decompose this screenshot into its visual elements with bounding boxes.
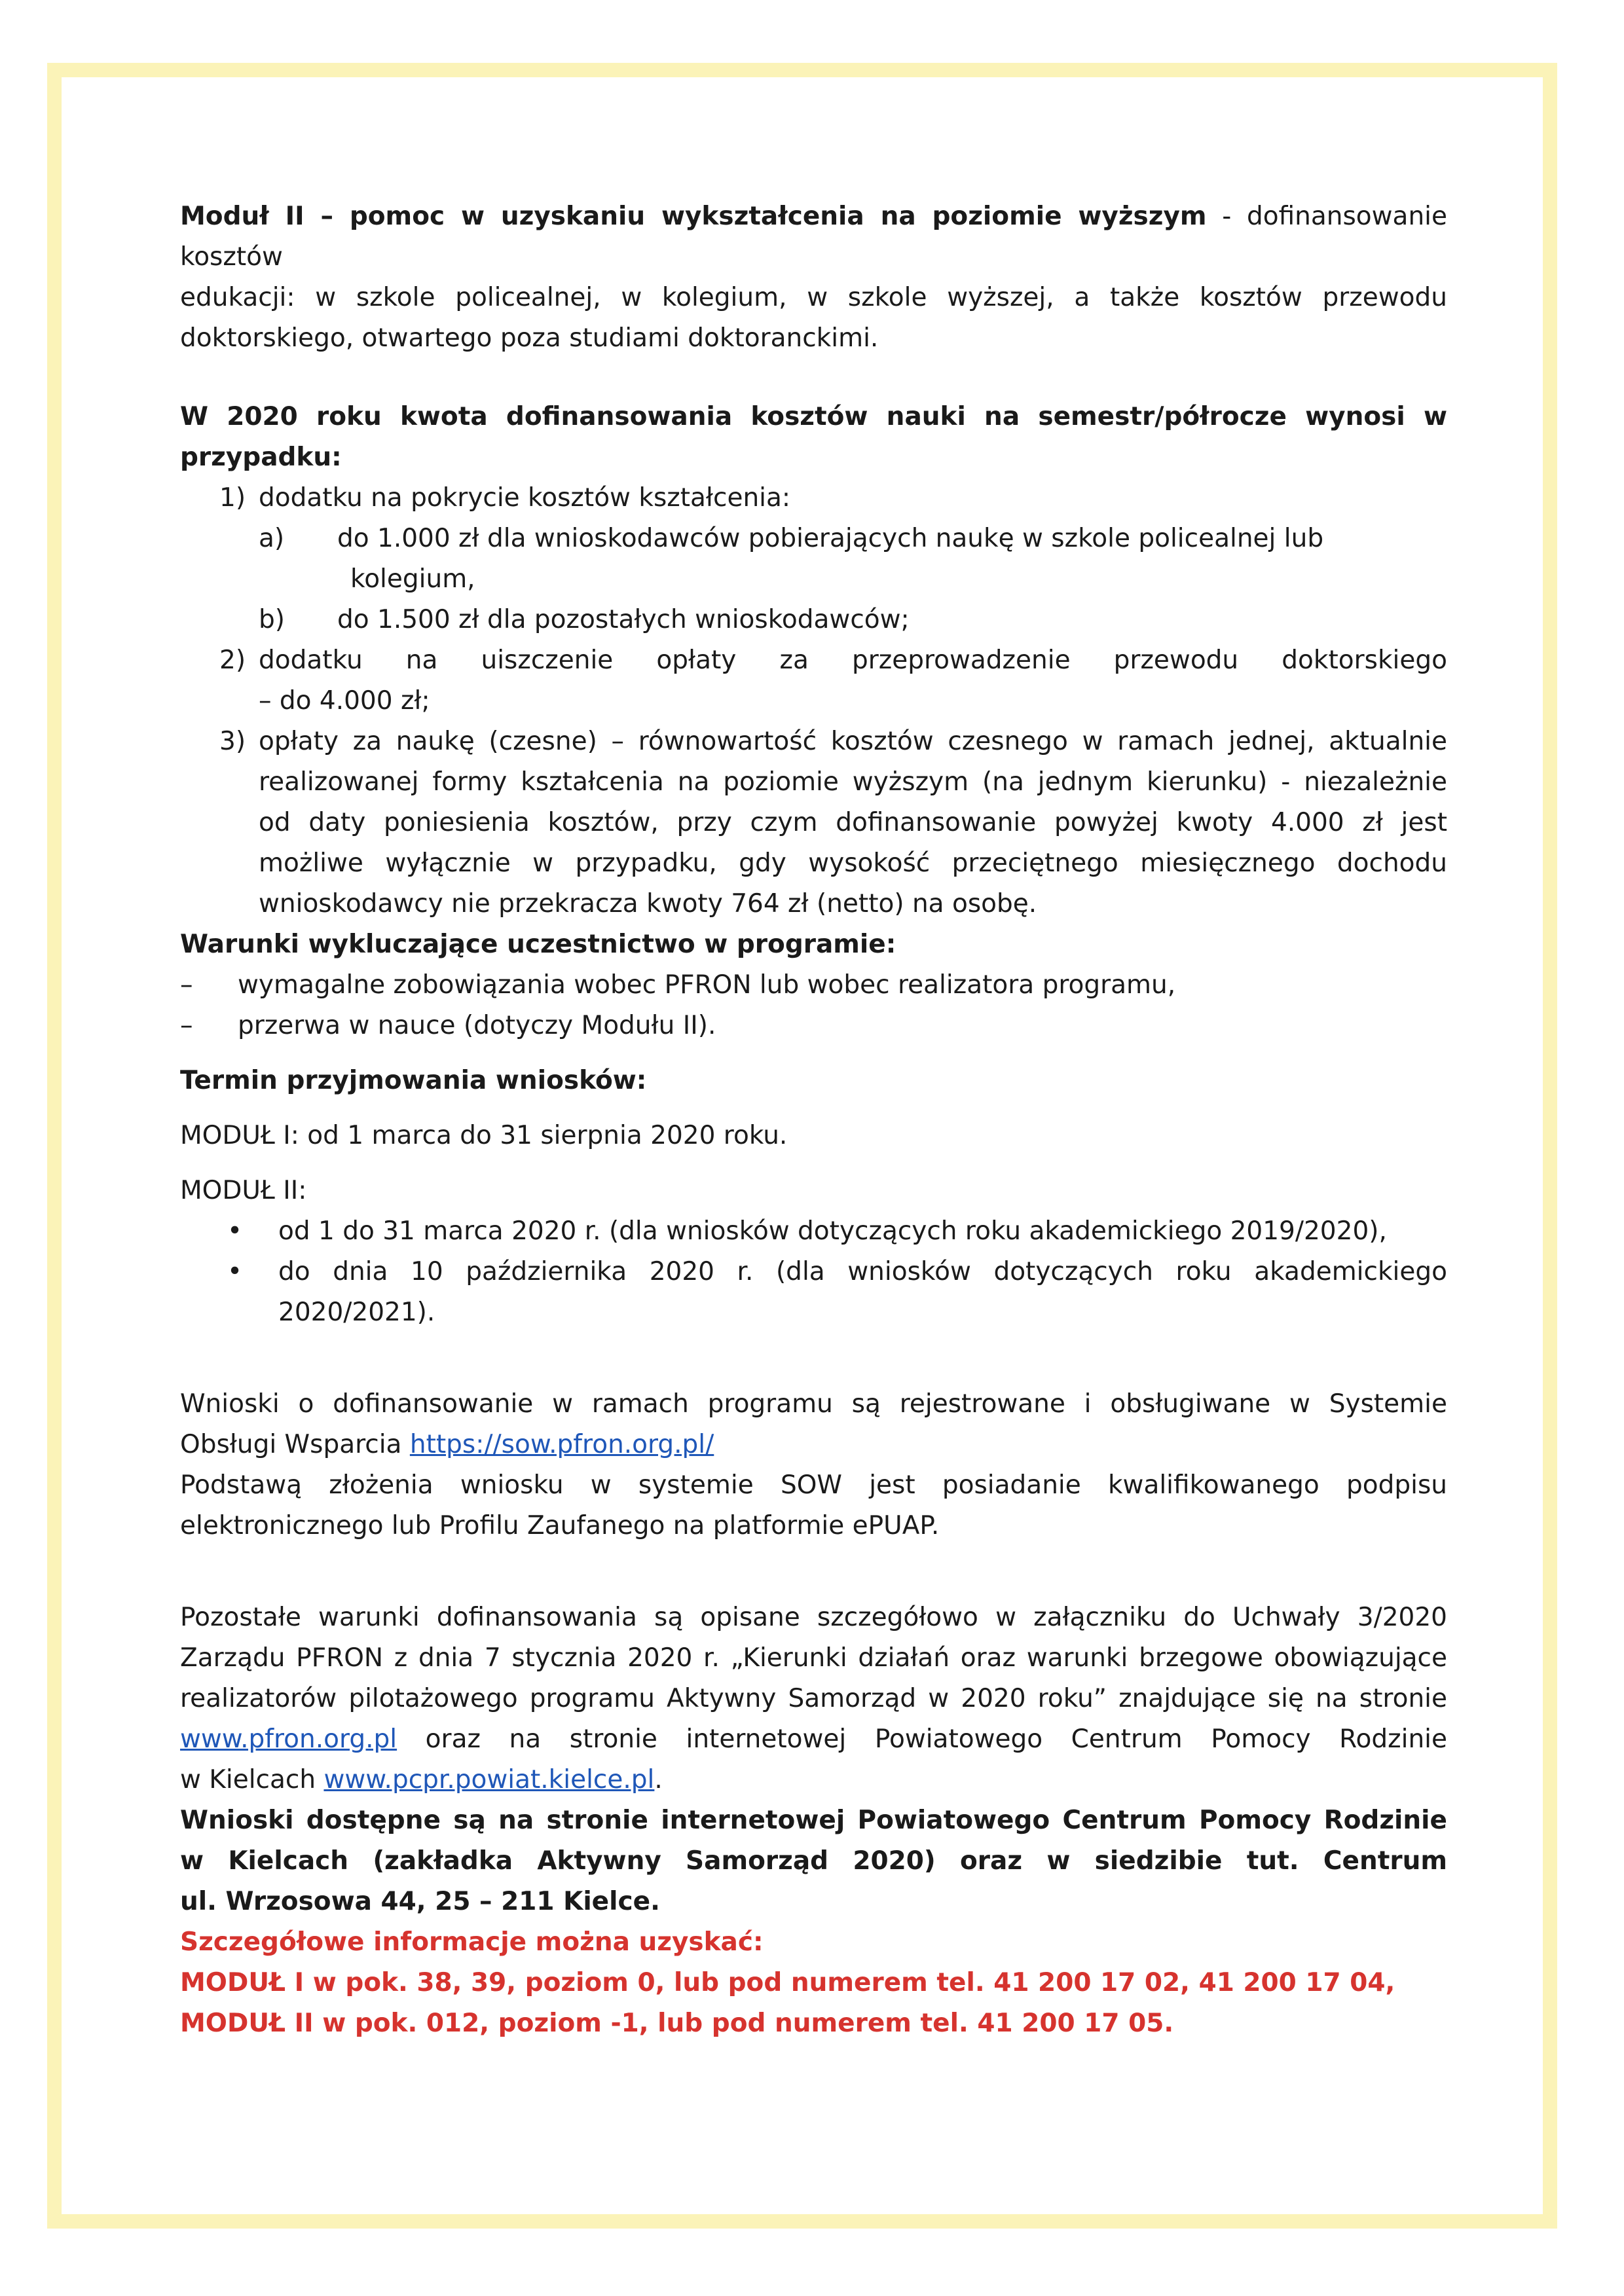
item-text: dodatku na pokrycie kosztów kształcenia: <box>259 483 791 513</box>
other-line4 <box>180 1719 1447 1760</box>
document-body <box>180 196 1447 2044</box>
item-text-cont: od daty poniesienia kosztów, przy czym dofinansowanie powyżej kwoty 4.000 zł jest <box>259 808 1447 837</box>
other-line1: Pozostałe warunki dofinansowania są opisane szczegółowo w załączniku do Uchwały 3/2020 <box>180 1603 1447 1632</box>
item-number: 3) <box>219 727 246 756</box>
availability-line2: w Kielcach (zakładka Aktywny Samorząd 2020) oraz w siedzibie tut. Centrum <box>180 1846 1447 1876</box>
modul2-line2: edukacji: w szkole policealnej, w kolegium, w szkole wyższej, a także kosztów przewodu <box>180 283 1447 312</box>
sow-line2-text: Obsługi Wsparcia <box>180 1430 410 1459</box>
availability-line3: ul. Wrzosowa 44, 25 – 211 Kielce. <box>180 1887 660 1916</box>
item-text: do dnia 10 października 2020 r. (dla wniosków dotyczących roku akademickiego <box>278 1257 1447 1286</box>
sow-section <box>180 1384 1447 1546</box>
availability-section <box>180 1800 1447 1922</box>
item-text: wymagalne zobowiązania wobec PFRON lub wobec realizatora programu, <box>238 970 1176 1000</box>
bullet-marker: • <box>227 1257 243 1286</box>
dash-marker: – <box>180 970 193 1000</box>
item-text: dodatku na uiszczenie opłaty za przeprowadzenie przewodu doktorskiego <box>259 646 1447 675</box>
sow-link[interactable]: https://sow.pfron.org.pl/ <box>409 1430 714 1459</box>
modul2-line3: doktorskiego, otwartego poza studiami doktoranckimi. <box>180 323 879 353</box>
item-number: 1) <box>219 483 246 513</box>
other-conditions-section <box>180 1597 1447 1800</box>
item-text: przerwa w nauce (dotyczy Modułu II). <box>238 1011 716 1040</box>
other-line5-end: . <box>654 1765 663 1795</box>
item-letter: b) <box>259 605 285 634</box>
sow-line1: Wnioski o dofinansowanie w ramach programu są rejestrowane i obsługiwane w Systemie <box>180 1389 1447 1419</box>
other-line5-text: w Kielcach <box>180 1765 324 1795</box>
item-number: 2) <box>219 646 246 675</box>
other-line4-rest: oraz na stronie internetowej Powiatowego Centrum Pomocy Rodzinie <box>397 1724 1447 1754</box>
amounts-item-3 <box>180 721 1447 924</box>
item-text: od 1 do 31 marca 2020 r. (dla wniosków dotyczących roku akademickiego 2019/2020), <box>278 1216 1387 1246</box>
deadline-modul1: MODUŁ I: od 1 marca do 31 sierpnia 2020 roku. <box>180 1121 788 1150</box>
pfron-link[interactable]: www.pfron.org.pl <box>180 1724 397 1754</box>
deadline-modul2-label: MODUŁ II: <box>180 1176 307 1205</box>
other-line3: realizatorów pilotażowego programu Aktywny Samorząd w 2020 roku” znajdujące się na stronie <box>180 1684 1447 1713</box>
sow-line2 <box>180 1425 1447 1465</box>
modul2-line1 <box>180 196 1447 278</box>
item-text: do 1.500 zł dla pozostałych wnioskodawców; <box>337 605 910 634</box>
other-line5 <box>180 1760 1447 1800</box>
item-letter: a) <box>259 524 285 553</box>
availability-line1: Wnioski dostępne są na stronie internetowej Powiatowego Centrum Pomocy Rodzinie <box>180 1806 1447 1835</box>
amounts-item-2 <box>180 640 1447 721</box>
exclusions-item-1 <box>180 965 1447 1006</box>
deadline-modul2-item-2 <box>180 1252 1447 1333</box>
item-text-cont: 2020/2021). <box>278 1298 435 1327</box>
item-text-cont: – do 4.000 zł; <box>259 686 430 716</box>
amounts-item-1b <box>180 600 1447 640</box>
sow-line4: elektronicznego lub Profilu Zaufanego na platformie ePUAP. <box>180 1511 940 1540</box>
amounts-heading: W 2020 roku kwota dofinansowania kosztów nauki na semestr/półrocze wynosi w przypadku: <box>180 402 1447 472</box>
item-text-cont: realizowanej formy kształcenia na poziomie wyższym (na jednym kierunku) - niezależnie <box>259 767 1447 797</box>
item-text: opłaty za naukę (czesne) – równowartość kosztów czesnego w ramach jednej, aktualnie <box>259 727 1447 756</box>
exclusions-heading: Warunki wykluczające uczestnictwo w programie: <box>180 930 896 959</box>
exclusions-item-2 <box>180 1006 1447 1046</box>
item-text-cont: wnioskodawcy nie przekracza kwoty 764 zł (netto) na osobę. <box>259 889 1037 919</box>
modul2-intro <box>180 196 1447 359</box>
pcpr-link[interactable]: www.pcpr.powiat.kielce.pl <box>323 1765 655 1795</box>
item-text-cont: możliwe wyłącznie w przypadku, gdy wysokość przeciętnego miesięcznego dochodu <box>259 848 1447 878</box>
contact-modul1: MODUŁ I w pok. 38, 39, poziom 0, lub pod numerem tel. 41 200 17 02, 41 200 17 04, <box>180 1968 1395 1997</box>
amounts-item-1a <box>180 519 1447 600</box>
contact-heading: Szczegółowe informacje można uzyskać: <box>180 1927 764 1957</box>
deadlines-heading: Termin przyjmowania wniosków: <box>180 1066 647 1095</box>
amounts-section <box>180 397 1447 924</box>
item-text-cont: kolegium, <box>350 564 475 594</box>
sow-line3: Podstawą złożenia wniosku w systemie SOW jest posiadanie kwalifikowanego podpisu <box>180 1470 1447 1500</box>
item-text: do 1.000 zł dla wnioskodawców pobierających naukę w szkole policealnej lub <box>337 524 1324 553</box>
bullet-marker: • <box>227 1216 243 1246</box>
deadlines-section <box>180 1061 1447 1333</box>
contact-section <box>180 1922 1447 2044</box>
amounts-item-1 <box>180 478 1447 519</box>
deadline-modul2-item-1 <box>180 1211 1447 1252</box>
exclusions-section <box>180 924 1447 1046</box>
dash-marker: – <box>180 1011 193 1040</box>
other-line2: Zarządu PFRON z dnia 7 stycznia 2020 r. „Kierunki działań oraz warunki brzegowe obowiązujące <box>180 1643 1447 1673</box>
modul2-line1-rest: - dofinansowanie kosztów <box>180 202 1447 272</box>
modul2-title: Moduł II – pomoc w uzyskaniu wykształcenia na poziomie wyższym <box>180 202 1207 231</box>
contact-modul2: MODUŁ II w pok. 012, poziom -1, lub pod numerem tel. 41 200 17 05. <box>180 2009 1174 2038</box>
